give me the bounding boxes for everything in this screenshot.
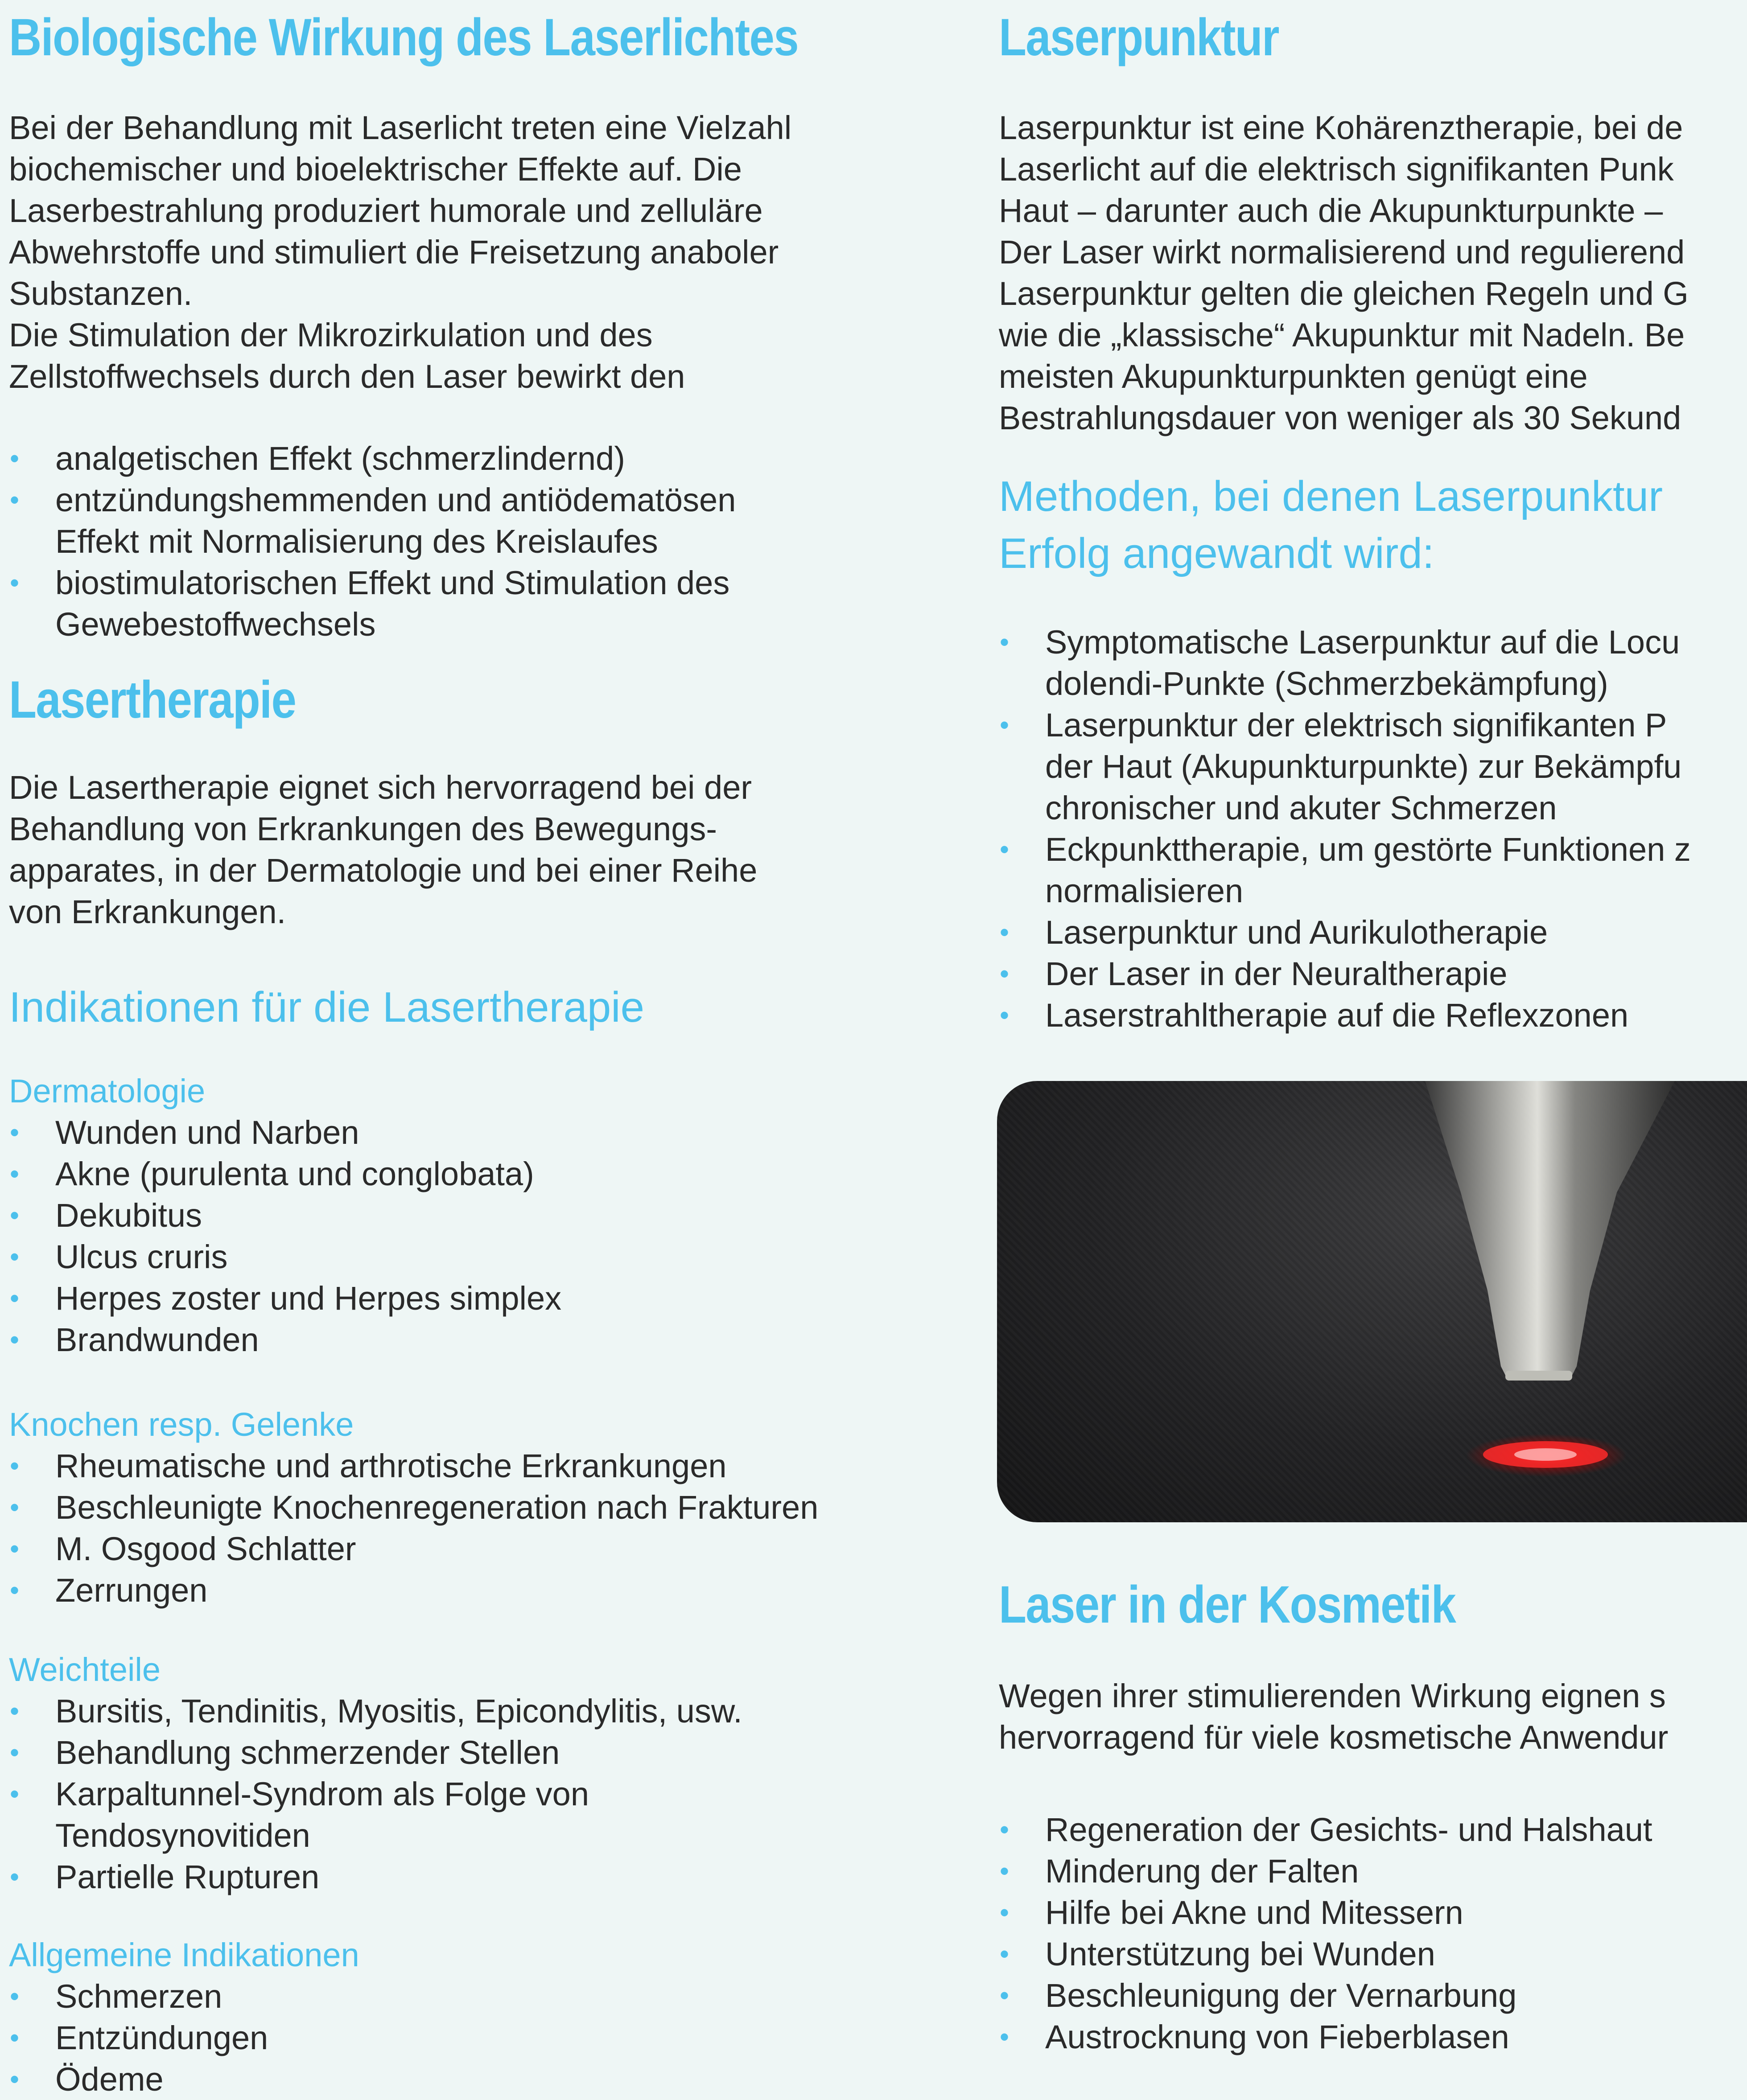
list-item xyxy=(9,1976,936,2017)
bullet-icon: • xyxy=(10,1779,20,1809)
list-item-text: Beschleunigte Knochenregeneration nach Frakturen xyxy=(55,1489,819,1526)
bullet-icon: • xyxy=(10,1159,20,1189)
list-item-text: Karpaltunnel-Syndrom als Folge von xyxy=(55,1775,589,1812)
bullet-icon: • xyxy=(1000,1981,1009,2010)
list-item-text: Akne (purulenta und conglobata) xyxy=(55,1155,534,1192)
category-knochen: Knochen resp. Gelenke xyxy=(9,1406,354,1443)
dermatologie-list xyxy=(9,1112,936,1360)
heading-methoden: Methoden, bei denen Laserpunktur Erfolg angewandt wird: xyxy=(999,473,1663,577)
list-item-text: Tendosynovitiden xyxy=(55,1817,310,1854)
allgemeine-indikationen-list xyxy=(9,1976,936,2100)
bullet-icon: • xyxy=(1000,2022,1009,2052)
list-item-text: dolendi-Punkte (Schmerzbekämpfung) xyxy=(1045,665,1608,702)
list-item xyxy=(9,2059,936,2100)
list-item xyxy=(999,1892,1747,1933)
bullet-icon: • xyxy=(10,1325,20,1355)
bullet-icon: • xyxy=(10,1696,20,1726)
laserpunktur-paragraph: Laserpunktur ist eine Kohärenztherapie, bei de Laserlicht auf die elektrisch signifikanten Punk Haut – darunter auch die Akupunkturpunkte – Der Laser wirkt normalisierend und regulierend Laserpunktur gelten die gleichen Regeln und G wie die „klassische“ Akupunktur mit Nadeln. Be meisten Akupunkturpunkten genügt eine Bestrahlungsdauer von weniger als 30 Sekund xyxy=(999,109,1689,436)
list-item xyxy=(9,1732,936,1773)
bullet-icon: • xyxy=(1000,834,1009,864)
list-item-text: Laserstrahltherapie auf die Reflexzonen xyxy=(1045,997,1629,1034)
list-item-text: Beschleunigung der Vernarbung xyxy=(1045,1977,1517,2014)
bio-effects-list xyxy=(9,438,936,645)
list-item xyxy=(9,1528,936,1570)
list-item xyxy=(9,2017,936,2059)
list-item-text: Zerrungen xyxy=(55,1572,208,1609)
list-item xyxy=(9,438,936,479)
list-item xyxy=(9,1195,936,1236)
list-item xyxy=(999,621,1747,704)
list-item-text: Symptomatische Laserpunktur auf die Locu xyxy=(1045,624,1680,661)
list-item-text: Der Laser in der Neuraltherapie xyxy=(1045,955,1508,992)
bullet-icon: • xyxy=(10,444,20,473)
list-item-text: Rheumatische und arthrotische Erkrankungen xyxy=(55,1447,727,1484)
list-item xyxy=(9,1487,936,1528)
list-item xyxy=(9,1236,936,1278)
list-item-text: Wunden und Narben xyxy=(55,1114,359,1151)
list-item-text: Effekt mit Normalisierung des Kreislaufes xyxy=(55,523,658,560)
list-item-text: Ödeme xyxy=(55,2061,164,2098)
bullet-icon: • xyxy=(10,1534,20,1564)
list-item-text: Regeneration der Gesichts- und Halshaut xyxy=(1045,1811,1652,1848)
bio-paragraph: Bei der Behandlung mit Laserlicht treten eine Vielzahl biochemischer und bioelektrischer Effekte auf. Die Laserbestrahlung produziert humorale und zelluläre Abwehrstoffe und stimuliert die Freisetzung anaboler Substanzen. Die Stimulation der Mikrozirkulation und des Zellstoffwechsels durch den Laser bewirkt den xyxy=(9,109,792,395)
list-item-text: Gewebestoffwechsels xyxy=(55,606,376,643)
bullet-icon: • xyxy=(1000,1898,1009,1927)
list-item-text: Herpes zoster und Herpes simplex xyxy=(55,1280,562,1317)
list-item-text: Eckpunkttherapie, um gestörte Funktionen z xyxy=(1045,831,1691,868)
list-item-text: Entzündungen xyxy=(55,2019,268,2056)
list-item xyxy=(9,1278,936,1319)
list-item xyxy=(9,562,936,645)
bullet-icon: • xyxy=(1000,710,1009,740)
bullet-icon: • xyxy=(1000,1939,1009,1969)
bullet-icon: • xyxy=(10,1492,20,1522)
list-item xyxy=(999,829,1747,912)
list-item xyxy=(999,1850,1747,1892)
bullet-icon: • xyxy=(1000,1856,1009,1886)
list-item-text: M. Osgood Schlatter xyxy=(55,1530,356,1567)
knochen-list xyxy=(9,1445,936,1611)
list-item-text: Unterstützung bei Wunden xyxy=(1045,1936,1435,1973)
list-item xyxy=(9,1319,936,1360)
bullet-icon: • xyxy=(1000,1815,1009,1845)
methoden-list xyxy=(999,621,1747,1036)
bullet-icon: • xyxy=(1000,917,1009,947)
heading-lasertherapie: Lasertherapie xyxy=(9,670,296,729)
bullet-icon: • xyxy=(1000,959,1009,989)
kosmetik-list xyxy=(999,1809,1747,2058)
heading-laser-kosmetik: Laser in der Kosmetik xyxy=(999,1575,1456,1634)
list-item-text: Brandwunden xyxy=(55,1321,259,1358)
bullet-icon: • xyxy=(10,1575,20,1605)
list-item-text: Ulcus cruris xyxy=(55,1238,228,1275)
category-allgemeine-indikationen: Allgemeine Indikationen xyxy=(9,1936,359,1973)
bullet-icon: • xyxy=(1000,1000,1009,1030)
bullet-icon: • xyxy=(10,1200,20,1230)
bullet-icon: • xyxy=(10,2064,20,2094)
list-item-text: analgetischen Effekt (schmerzlindernd) xyxy=(55,440,625,477)
bullet-icon: • xyxy=(10,1981,20,2011)
category-weichteile: Weichteile xyxy=(9,1651,161,1688)
weichteile-list xyxy=(9,1690,936,1898)
bullet-icon: • xyxy=(1000,627,1009,657)
list-item xyxy=(999,1809,1747,1850)
bullet-icon: • xyxy=(10,568,20,598)
bullet-icon: • xyxy=(10,1283,20,1313)
list-item-text: Schmerzen xyxy=(55,1978,222,2015)
bullet-icon: • xyxy=(10,2023,20,2053)
list-item xyxy=(999,704,1747,829)
list-item-text: Minderung der Falten xyxy=(1045,1853,1359,1890)
list-item-text: Hilfe bei Akne und Mitessern xyxy=(1045,1894,1463,1931)
list-item-text: Behandlung schmerzender Stellen xyxy=(55,1734,560,1771)
list-item xyxy=(9,1112,936,1153)
list-item-text: Austrocknung von Fieberblasen xyxy=(1045,2018,1509,2055)
list-item xyxy=(9,1445,936,1487)
lasertherapie-paragraph: Die Lasertherapie eignet sich hervorragend bei der Behandlung von Erkrankungen des Bewegungs- apparates, in der Dermatologie und bei einer Reihe von Erkrankungen. xyxy=(9,769,758,930)
category-dermatologie: Dermatologie xyxy=(9,1073,206,1110)
list-item xyxy=(999,995,1747,1036)
list-item xyxy=(9,1570,936,1611)
list-item-text: Dekubitus xyxy=(55,1197,202,1234)
list-item xyxy=(999,953,1747,995)
heading-laserpunktur: Laserpunktur xyxy=(999,8,1279,67)
list-item-text: chronischer und akuter Schmerzen xyxy=(1045,789,1557,826)
list-item-text: Partielle Rupturen xyxy=(55,1858,320,1895)
list-item-text: der Haut (Akupunkturpunkte) zur Bekämpfu xyxy=(1045,748,1682,785)
list-item xyxy=(999,1975,1747,2016)
list-item xyxy=(9,1690,936,1732)
list-item-text: Laserpunktur und Aurikulotherapie xyxy=(1045,914,1548,951)
laser-probe-photo xyxy=(997,1081,1747,1522)
bullet-icon: • xyxy=(10,485,20,515)
list-item xyxy=(9,1773,936,1856)
bullet-icon: • xyxy=(10,1242,20,1272)
bullet-icon: • xyxy=(10,1738,20,1767)
list-item-text: biostimulatorischen Effekt und Stimulation des xyxy=(55,564,730,601)
bullet-icon: • xyxy=(10,1451,20,1481)
bullet-icon: • xyxy=(10,1862,20,1892)
list-item-text: normalisieren xyxy=(1045,872,1244,909)
list-item-text: Laserpunktur der elektrisch signifikanten P xyxy=(1045,707,1667,744)
list-item-text: Bursitis, Tendinitis, Myositis, Epicondylitis, usw. xyxy=(55,1693,742,1730)
bullet-icon: • xyxy=(10,1118,20,1147)
list-item xyxy=(9,1153,936,1195)
list-item xyxy=(9,1856,936,1898)
list-item xyxy=(9,479,936,562)
laser-probe-illustration xyxy=(997,1081,1747,1522)
list-item xyxy=(999,912,1747,953)
list-item-text: entzündungshemmenden und antiödematösen xyxy=(55,481,736,518)
list-item xyxy=(999,2016,1747,2058)
heading-indikationen: Indikationen für die Lasertherapie xyxy=(9,983,644,1031)
heading-biologische-wirkung: Biologische Wirkung des Laserlichtes xyxy=(9,8,798,67)
kosmetik-paragraph: Wegen ihrer stimulierenden Wirkung eignen s hervorragend für viele kosmetische Anwendur xyxy=(999,1677,1669,1756)
list-item xyxy=(999,1933,1747,1975)
